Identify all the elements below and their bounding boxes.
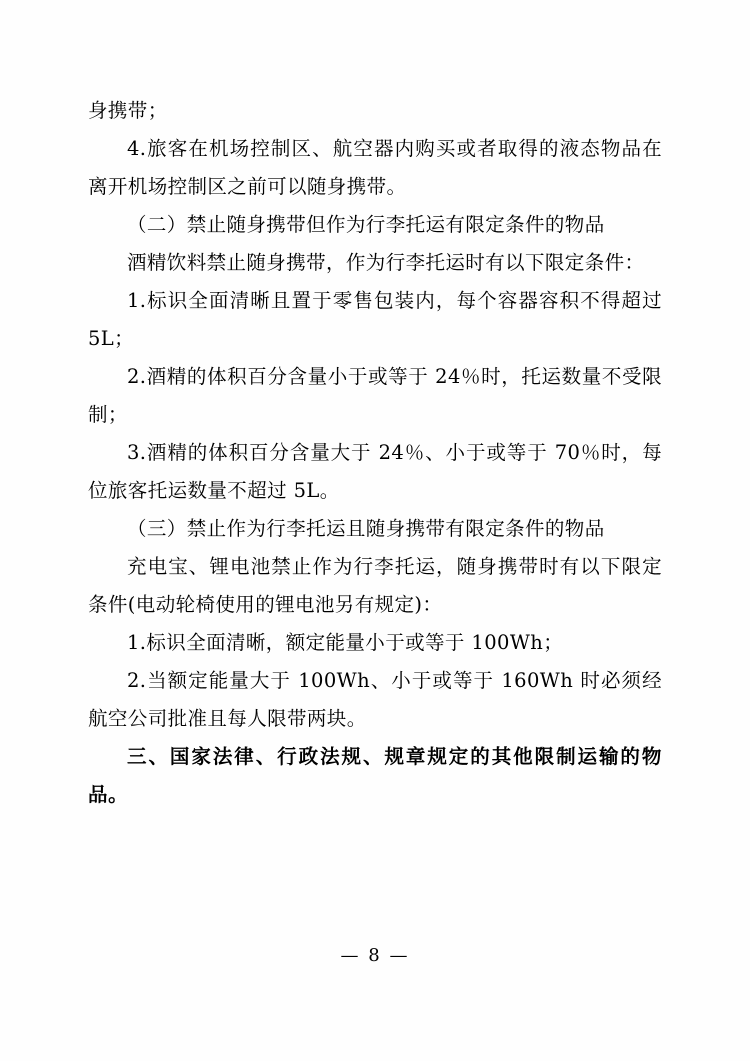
paragraph: 酒精饮料禁止随身携带，作为行李托运时有以下限定条件： bbox=[127, 251, 645, 274]
paragraph: （三）禁止作为行李托运且随身携带有限定条件的物品 bbox=[127, 517, 605, 540]
paragraph: 2.酒精的体积百分含量小于或等于 24％时，托运数量不受限制； bbox=[88, 365, 662, 426]
paragraph: 1.标识全面清晰，额定能量小于或等于 100Wh； bbox=[127, 631, 564, 654]
page-number: — 8 — bbox=[340, 945, 410, 966]
paragraph: 1.标识全面清晰且置于零售包装内，每个容器容积不得超过 5L； bbox=[88, 289, 669, 350]
paragraph: 2.当额定能量大于 100Wh、小于或等于 160Wh 时必须经航空公司批准且每人限带两块。 bbox=[88, 669, 662, 730]
paragraph: 3.酒精的体积百分含量大于 24％、小于或等于 70％时，每位旅客托运数量不超过 5L。 bbox=[88, 441, 662, 502]
paragraph: （二）禁止随身携带但作为行李托运有限定条件的物品 bbox=[127, 213, 605, 236]
section-heading: 三、国家法律、行政法规、规章规定的其他限制运输的物品。 bbox=[88, 745, 662, 806]
paragraph: 4.旅客在机场控制区、航空器内购买或者取得的液态物品在离开机场控制区之前可以随身携带。 bbox=[88, 137, 662, 198]
paragraph: 充电宝、锂电池禁止作为行李托运，随身携带时有以下限定条件(电动轮椅使用的锂电池另有规定)： bbox=[88, 555, 662, 616]
paragraph: 身携带； bbox=[88, 99, 168, 122]
document-body bbox=[88, 92, 669, 814]
